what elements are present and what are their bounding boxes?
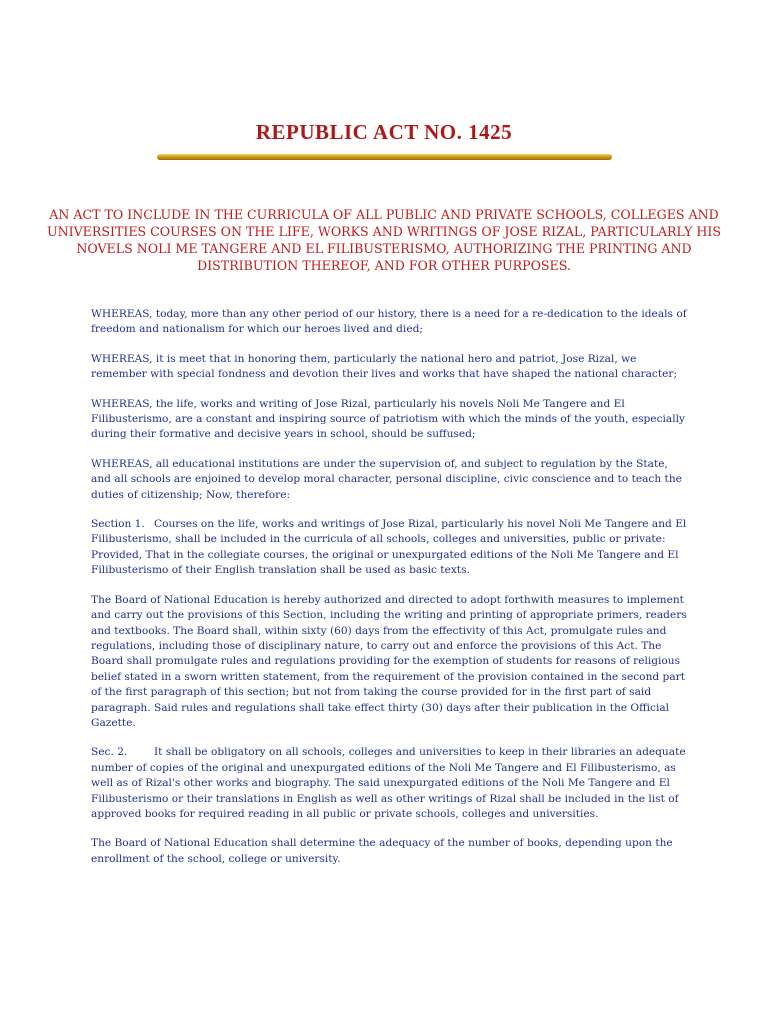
section-1-text: Courses on the life, works and writings of Jose Rizal, particularly his novel Noli Me Tangere and El Filibusterismo, shall be included in the curricula of all schools, colleges and universities, public or private: Provided, That in the collegiate courses, the original or unexpurgated editions of the Noli Me Tangere and El Filibusterismo of their English translation shall be used as basic texts. (91, 518, 687, 577)
whereas-paragraph-2: WHEREAS, it is meet that in honoring them, particularly the national hero and patriot, Jose Rizal, we remember with special fondness and devotion their lives and works that have shaped the national character; (91, 352, 678, 381)
whereas-paragraph-1: WHEREAS, today, more than any other period of our history, there is a need for a re-dedication to the ideals of freedom and nationalism for which our heroes lived and died; (91, 308, 687, 336)
title-divider (157, 154, 612, 160)
section-2-paragraph (91, 745, 691, 822)
whereas-paragraph-4: WHEREAS, all educational institutions are under the supervision of, and subject to regulation by the State, and all schools are enjoined to develop moral character, personal discipline, civic conscience and to teach the duties of citizenship; Now, therefore: (91, 457, 682, 501)
section-2-text: It shall be obligatory on all schools, colleges and universities to keep in their libraries an adequate number of copies of the original and unexpurgated editions of the Noli Me Tangere and El Filibusterismo, as well as of Rizal's other works and biography. The said unexpurgated editions of the Noli Me Tangere and El Filibusterismo or their translations in English as well as other writings of Rizal shall be included in the list of approved books for required reading in all public or private schools, colleges and universities. (91, 746, 686, 820)
document-body (91, 307, 691, 881)
section-1-paragraph (91, 517, 691, 579)
section-2-label: Sec. 2. (91, 746, 128, 759)
whereas-paragraph-3: WHEREAS, the life, works and writing of Jose Rizal, particularly his novels Noli Me Tangere and El Filibusterismo, are a constant and inspiring source of patriotism with which the minds of the youth, especially during their formative and decisive years in school, should be suffused; (91, 397, 685, 441)
adequacy-paragraph: The Board of National Education shall determine the adequacy of the number of books, depending upon the enrollment of the school, college or university. (91, 837, 673, 865)
act-subtitle: AN ACT TO INCLUDE IN THE CURRICULA OF ALL PUBLIC AND PRIVATE SCHOOLS, COLLEGES AND UNIVERSITIES COURSES ON THE LIFE, WORKS AND WRITINGS OF JOSE RIZAL, PARTICULARLY HIS NOVELS NOLI ME TANGERE AND EL FILIBUSTERISMO, AUTHORIZING THE PRINTING AND DISTRIBUTION THEREOF, AND FOR OTHER PURPOSES. (46, 207, 721, 273)
board-paragraph: The Board of National Education is hereby authorized and directed to adopt forthwith measures to implement and carry out the provisions of this Section, including the writing and printing of appropriate primers, readers and textbooks. The Board shall, within sixty (60) days from the effectivity of this Act, promulgate rules and regulations, including those of disciplinary nature, to carry out and enforce the provisions of this Act. The Board shall promulgate rules and regulations providing for the exemption of students for reasons of religious belief stated in a sworn written statement, from the requirement of the provision contained in the second part of the first paragraph of this section; but not from taking the course provided for in the first part of said paragraph. Said rules and regulations shall take effect thirty (30) days after their publication in the Official Gazette. (91, 593, 687, 729)
section-1-label: Section 1. (91, 518, 145, 531)
page-title: REPUBLIC ACT NO. 1425 (255, 120, 513, 144)
